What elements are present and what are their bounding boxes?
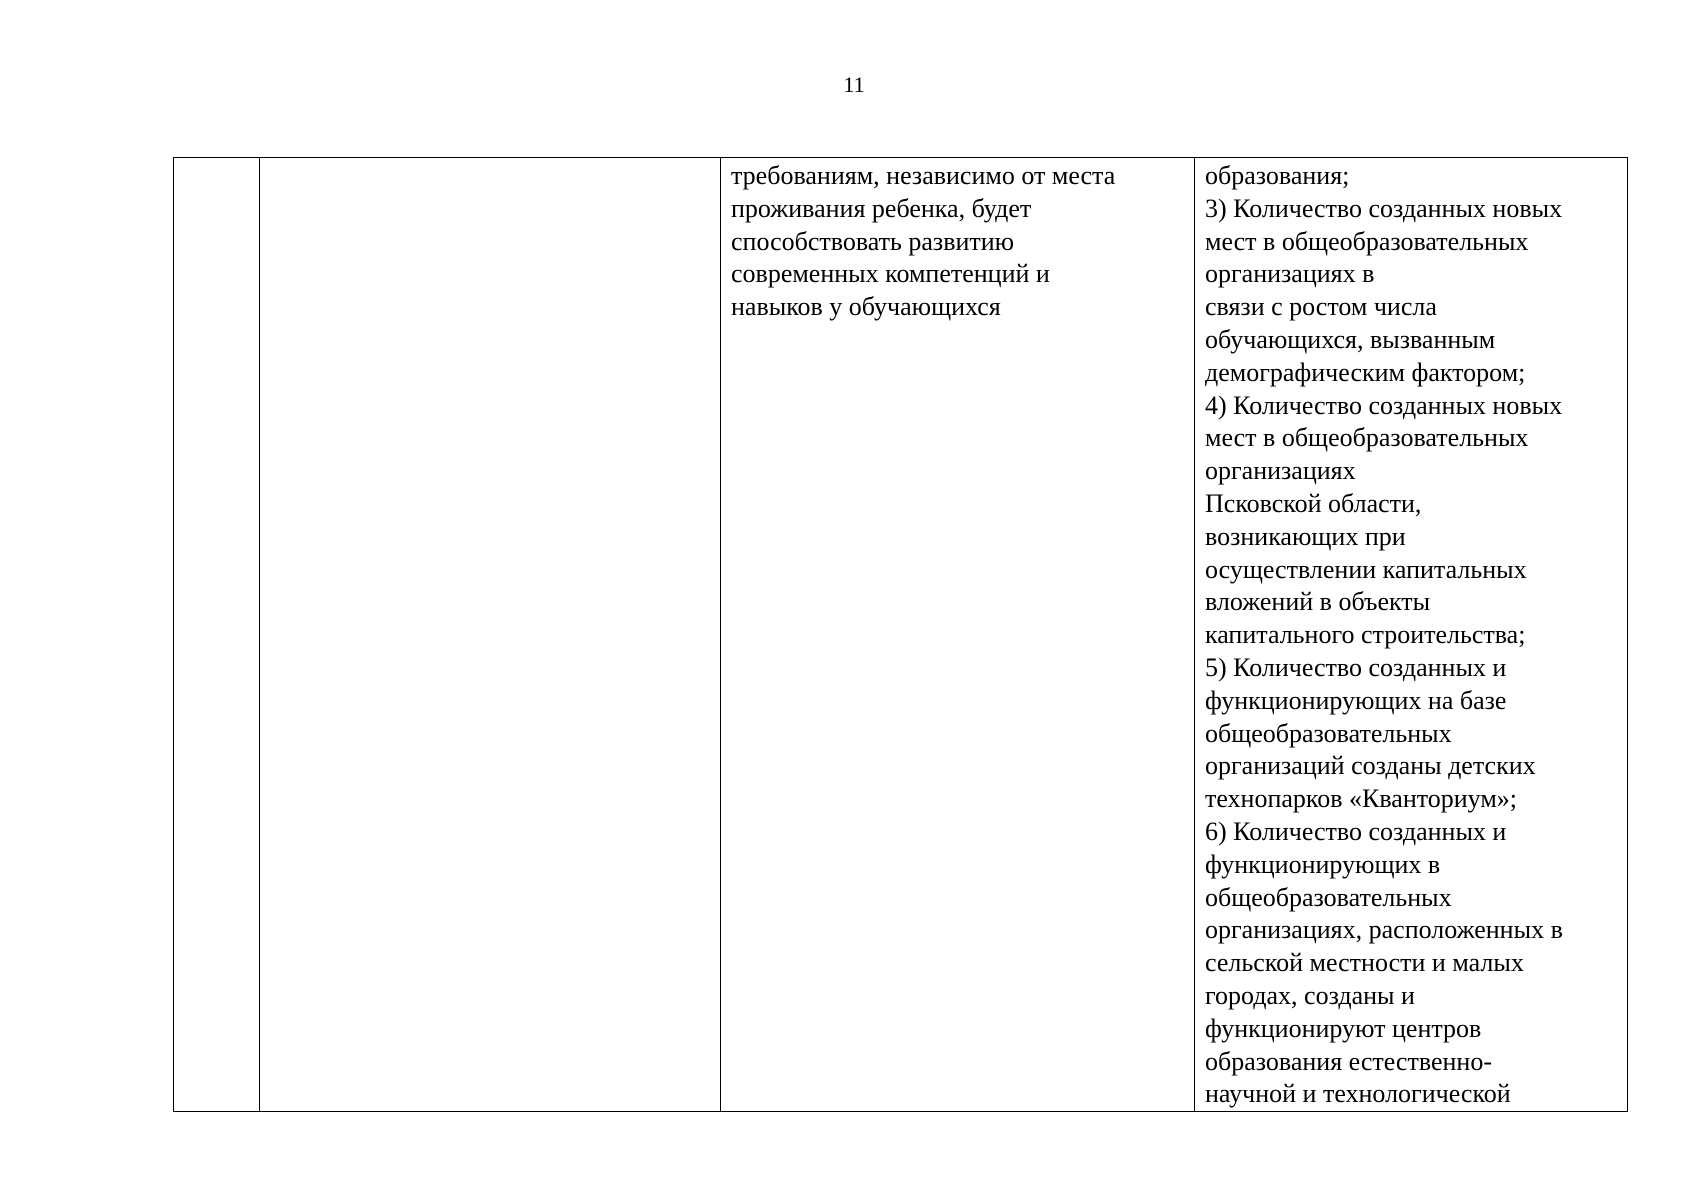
table-cell-number	[174, 158, 260, 1112]
table-cell-description	[721, 158, 1195, 1112]
cell-text-number	[174, 158, 259, 160]
page-number: 11	[843, 72, 865, 97]
table-row	[174, 158, 1628, 1112]
cell-text-indicators: образования; 3) Количество созданных новых мест в общеобразовательных организациях в связи с ростом числа обучающихся, вызванным демографическим фактором; 4) Количество созданных новых мест в общеобразовательных организациях Псковской области, возникающих при осуществлении капитальных вложений в объекты капитального строительства; 5) Количество созданных и функционирующих на базе общеобразовательных организаций созданы детских технопарков «Кванториум»; 6) Количество созданных и функционирующих в общеобразовательных организациях, расположенных в сельской местности и малых городах, созданы и функционируют центров образования естественно- научной и технологической	[1205, 161, 1563, 1109]
cell-text-name	[260, 158, 720, 160]
table-cell-name	[260, 158, 721, 1112]
table-cell-indicators	[1195, 158, 1628, 1112]
document-table	[173, 157, 1628, 1112]
cell-text-description: требованиям, независимо от места проживания ребенка, будет способствовать развитию современных компетенций и навыков у обучающихся	[731, 161, 1116, 322]
